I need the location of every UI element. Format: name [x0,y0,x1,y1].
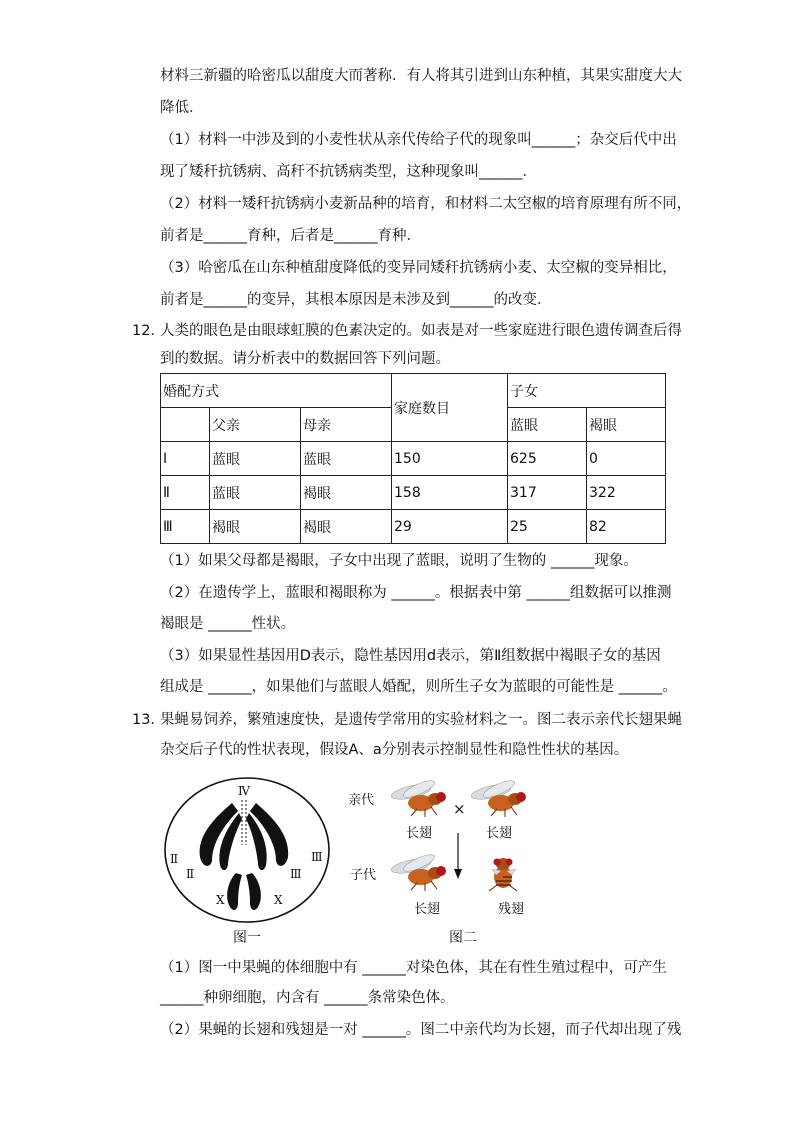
table-row [161,510,666,544]
figure1-caption: 图一 [233,930,261,946]
cell-blue: 317 [508,476,587,510]
parent-fly-left [390,778,446,817]
header-father: 父亲 [210,408,301,442]
table-row [161,442,666,476]
cell-father: 蓝眼 [210,442,301,476]
q11-part2-line1: （2）材料一矮秆抗锈病小麦新品种的培育，和材料二太空椒的培育原理有所不同， [160,196,692,212]
cell-blue: 25 [508,510,587,544]
q12-part1: （1）如果父母都是褐眼，子女中出现了蓝眼，说明了生物的 ______现象。 [160,553,638,569]
q11-part3-line1: （3）哈密瓜在山东种植甜度降低的变异同矮秆抗锈病小麦、太空椒的变异相比， [160,260,677,276]
cross-symbol: × [453,800,466,818]
q12-number: 12． [132,323,165,339]
child-fly-vestigial-wing [489,858,517,891]
child-right-label: 残翅 [498,902,525,917]
q11-part2-line2: 前者是______育种，后者是______育种． [160,228,421,244]
figure1-chromosome-diagram [162,775,332,930]
cell-mother: 蓝眼 [301,442,392,476]
parent-right-label: 长翅 [486,826,513,841]
child-fly-long-wing [390,852,446,891]
parent-label: 亲代 [348,793,375,808]
cell-families: 150 [392,442,508,476]
table-row [161,476,666,510]
q13-part1-line1: （1）图一中果蝇的体细胞中有 ______对染色体，其在有性生殖过程中，可产生 [160,960,667,976]
cell-brown: 322 [587,476,666,510]
q13-part2-line1: （2）果蝇的长翅和残翅是一对 ______。图二中亲代均为长翅，而子代却出现了残 [160,1022,682,1038]
eye-color-table [160,373,666,544]
q12-part3-line2: 组成是 ______，如果他们与蓝眼人婚配，则所生子女为蓝眼的可能性是 ______。 [160,679,677,695]
cell-group: Ⅲ [161,510,210,544]
cell-mother: 褐眼 [301,510,392,544]
header-blue: 蓝眼 [508,408,587,442]
label-III-outer: Ⅲ [311,850,323,864]
material3-line1: 材料三新疆的哈密瓜以甜度大而著称．有人将其引进到山东种植，其果实甜度大大 [160,68,682,84]
label-IV: Ⅳ [238,784,250,798]
label-X-right: X [274,893,283,907]
cell-father: 褐眼 [210,510,301,544]
header-group-empty [161,408,210,442]
q12-part2-line1: （2）在遗传学上，蓝眼和褐眼称为 ______。根据表中第 ______组数据可以推测 [160,585,672,601]
material3-line2: 降低． [160,100,204,116]
q12-stem-line2: 到的数据。请分析表中的数据回答下列问题。 [160,351,450,367]
q11-part1-line2: 现了矮秆抗锈病、高秆不抗锈病类型，这种现象叫______． [160,164,537,180]
q12-stem-line1: 人类的眼色是由眼球虹膜的色素决定的。如表是对一些家庭进行眼色遗传调查后得 [160,323,682,339]
cell-brown: 82 [587,510,666,544]
label-II-inner: Ⅱ [186,867,195,881]
q13-stem-line2: 杂交后子代的性状表现，假设A、a分别表示控制显性和隐性性状的基因。 [160,742,629,758]
q12-part2-line2: 褐眼是 ______性状。 [160,616,296,632]
child-label: 子代 [350,868,377,883]
header-mother: 母亲 [301,408,392,442]
cell-families: 158 [392,476,508,510]
header-mating: 婚配方式 [161,374,392,408]
child-left-label: 长翅 [414,902,441,917]
figure2-caption: 图二 [449,930,477,946]
cell-group: Ⅱ [161,476,210,510]
label-III-inner: Ⅲ [290,867,302,881]
header-children: 子女 [508,374,666,408]
cell-father: 蓝眼 [210,476,301,510]
q11-part3-line2: 前者是______的变异，其根本原因是未涉及到______的改变． [160,292,552,308]
q12-part3-line1: （3）如果显性基因用D表示，隐性基因用d表示，第Ⅱ组数据中褐眼子女的基因 [160,648,661,664]
q11-part1-line1: （1）材料一中涉及到的小麦性状从亲代传给子代的现象叫______；杂交后代中出 [160,132,677,148]
header-families: 家庭数目 [392,374,508,442]
q13-number: 13． [132,712,165,728]
q13-stem-line1: 果蝇易饲养，繁殖速度快，是遗传学常用的实验材料之一。图二表示亲代长翅果蝇 [160,712,682,728]
cell-families: 29 [392,510,508,544]
cell-blue: 625 [508,442,587,476]
figure2-cross-diagram [340,775,560,923]
parent-fly-right [470,778,526,817]
q13-part1-line2: ______种卵细胞，内含有 ______条常染色体。 [160,990,455,1006]
cell-group: Ⅰ [161,442,210,476]
header-brown: 褐眼 [587,408,666,442]
parent-left-label: 长翅 [406,826,433,841]
label-X-left: X [216,893,225,907]
cell-mother: 褐眼 [301,476,392,510]
cell-brown: 0 [587,442,666,476]
label-II-outer: Ⅱ [170,852,179,866]
